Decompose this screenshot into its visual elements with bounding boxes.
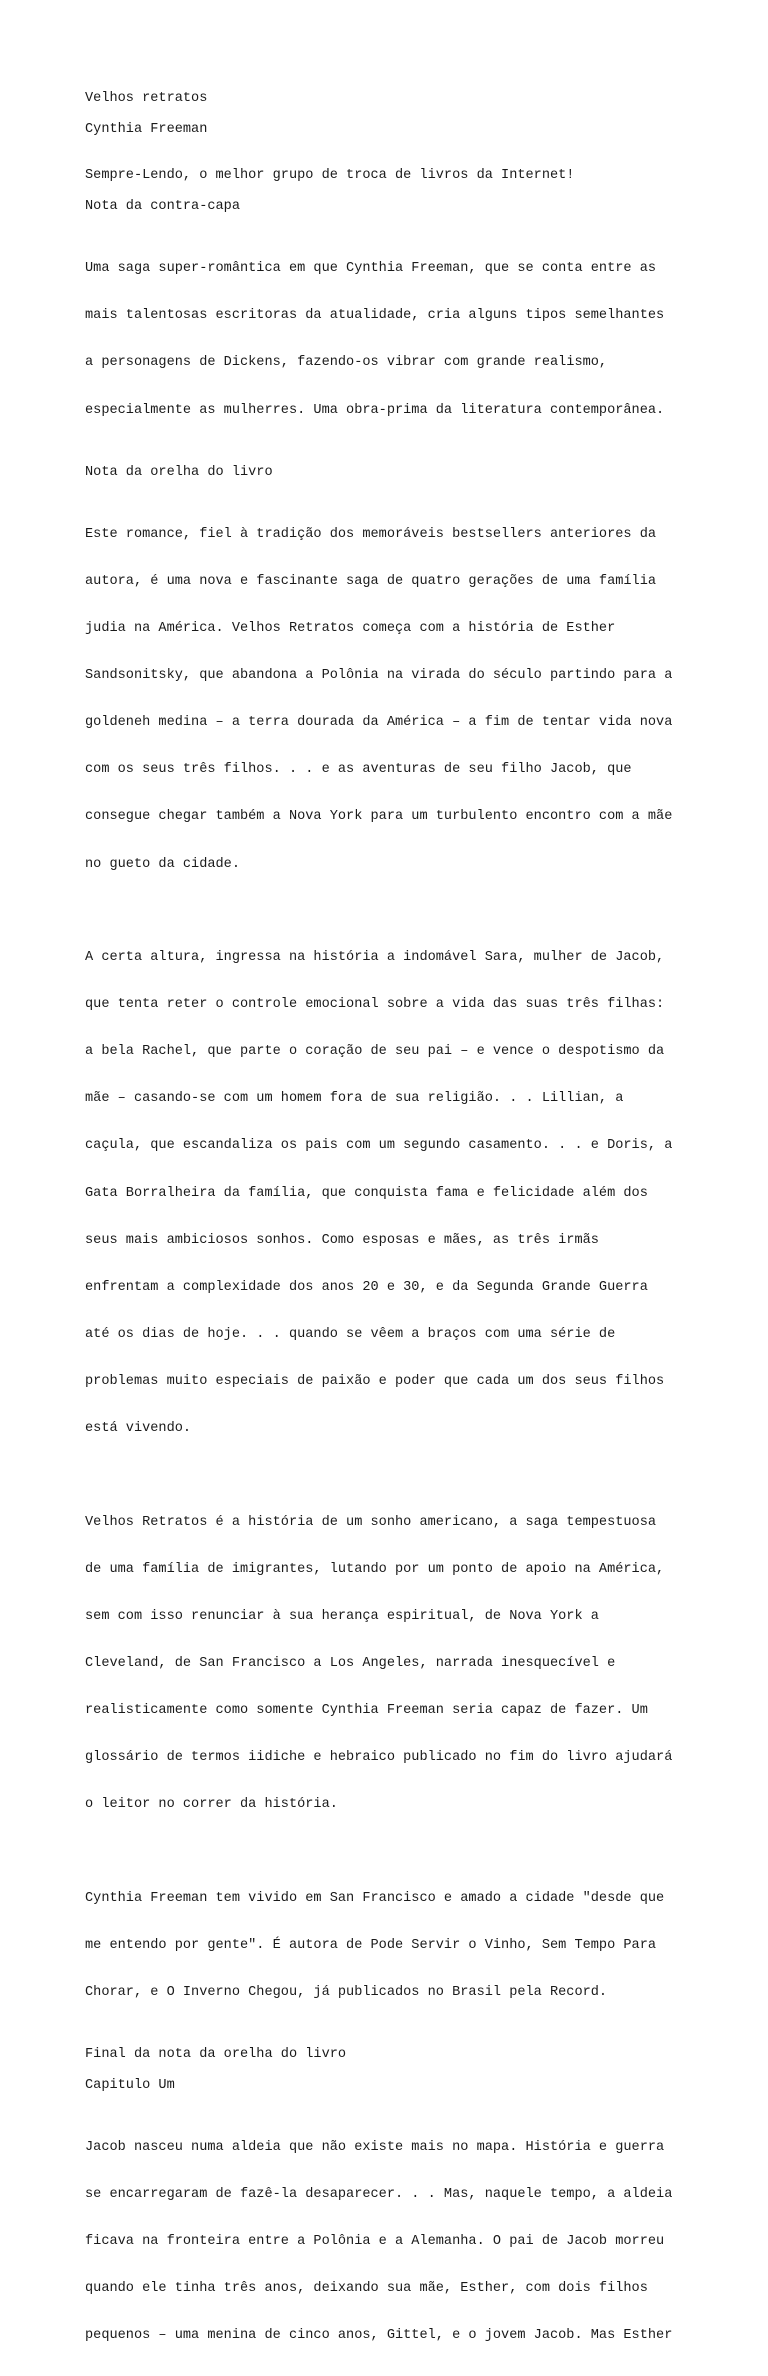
text-line: realisticamente como somente Cynthia Freeman seria capaz de fazer. Um: [85, 1703, 648, 1719]
orelha-paragraph-1: [85, 495, 768, 903]
text-line: glossário de termos iidiche e hebraico publicado no fim do livro ajudará: [85, 1750, 673, 1766]
text-line: mãe – casando-se com um homem fora de sua religião. . . Lillian, a: [85, 1091, 624, 1107]
text-line: com os seus três filhos. . . e as aventuras de seu filho Jacob, que: [85, 762, 632, 778]
text-line: Uma saga super-romântica em que Cynthia Freeman, que se conta entre as: [85, 261, 657, 277]
text-line: Jacob nasceu numa aldeia que não existe mais no mapa. História e guerra: [85, 2139, 665, 2155]
text-line: consegue chegar também a Nova York para um turbulento encontro com a mãe: [85, 809, 673, 825]
text-line: caçula, que escandaliza os pais com um segundo casamento. . . e Doris, a: [85, 1138, 673, 1154]
chapter-paragraph: [85, 2109, 768, 2376]
orelha-end-marker: Final da nota da orelha do livro: [85, 2047, 347, 2063]
orelha-heading: Nota da orelha do livro: [85, 464, 273, 480]
text-line: Este romance, fiel à tradição dos memoráveis bestsellers anteriores da: [85, 526, 657, 542]
text-line: até os dias de hoje. . . quando se vêem a braços com uma série de: [85, 1326, 616, 1342]
text-line: especialmente as mulherres. Uma obra-prima da literatura contemporânea.: [85, 402, 665, 418]
text-line: enfrentam a complexidade dos anos 20 e 30, e da Segunda Grande Guerra: [85, 1279, 648, 1295]
text-line: pequenos – uma menina de cinco anos, Gittel, e o jovem Jacob. Mas Esther: [85, 2328, 673, 2344]
text-line: a personagens de Dickens, fazendo-os vibrar com grande realismo,: [85, 355, 608, 371]
text-line: o leitor no correr da história.: [85, 1797, 338, 1813]
contra-capa-heading: Nota da contra-capa: [85, 199, 240, 215]
text-line: de uma família de imigrantes, lutando por um ponto de apoio na América,: [85, 1561, 665, 1577]
text-line: A certa altura, ingressa na história a indomável Sara, mulher de Jacob,: [85, 950, 665, 966]
text-line: no gueto da cidade.: [85, 856, 240, 872]
text-line: Sandsonitsky, que abandona a Polônia na virada do século partindo para a: [85, 668, 673, 684]
text-line: quando ele tinha três anos, deixando sua mãe, Esther, com dois filhos: [85, 2281, 648, 2297]
orelha-paragraph-3: [85, 1483, 768, 1844]
text-line: se encarregaram de fazê-la desaparecer. . . Mas, naquele tempo, a aldeia: [85, 2187, 673, 2203]
text-line: Cleveland, de San Francisco a Los Angeles, narrada inesquecível e: [85, 1655, 616, 1671]
text-line: está vivendo.: [85, 1421, 192, 1437]
book-author: Cynthia Freeman: [85, 121, 208, 137]
text-line: ficava na fronteira entre a Polônia e a Alemanha. O pai de Jacob morreu: [85, 2234, 665, 2250]
chapter-heading: Capitulo Um: [85, 2077, 175, 2093]
text-line: a bela Rachel, que parte o coração de seu pai – e vence o despotismo da: [85, 1044, 665, 1060]
text-line: judia na América. Velhos Retratos começa com a história de Esther: [85, 620, 616, 636]
text-line: Cynthia Freeman tem vivido em San Francisco e amado a cidade "desde que: [85, 1890, 665, 1906]
text-line: problemas muito especiais de paixão e poder que cada um dos seus filhos: [85, 1374, 665, 1390]
text-line: goldeneh medina – a terra dourada da América – a fim de tentar vida nova: [85, 715, 673, 731]
orelha-paragraph-2: [85, 919, 768, 1469]
text-line: sem com isso renunciar à sua herança espiritual, de Nova York a: [85, 1608, 599, 1624]
orelha-paragraph-4: [85, 1859, 768, 2032]
text-line: Gata Borralheira da família, que conquista fama e felicidade além dos: [85, 1185, 648, 1201]
contra-capa-paragraph: [85, 230, 768, 450]
text-line: seus mais ambiciosos sonhos. Como esposas e mães, as três irmãs: [85, 1232, 599, 1248]
text-line: Velhos Retratos é a história de um sonho americano, a saga tempestuosa: [85, 1514, 657, 1530]
text-line: Chorar, e O Inverno Chegou, já publicados no Brasil pela Record.: [85, 1985, 608, 2001]
text-line: me entendo por gente". É autora de Pode Servir o Vinho, Sem Tempo Para: [85, 1937, 657, 1953]
text-line: autora, é uma nova e fascinante saga de quatro gerações de uma família: [85, 573, 657, 589]
group-tagline: Sempre-Lendo, o melhor grupo de troca de livros da Internet!: [85, 168, 575, 184]
book-title: Velhos retratos: [85, 91, 208, 106]
text-line: mais talentosas escritoras da atualidade, cria alguns tipos semelhantes: [85, 308, 665, 324]
text-line: que tenta reter o controle emocional sobre a vida das suas três filhas:: [85, 997, 665, 1013]
